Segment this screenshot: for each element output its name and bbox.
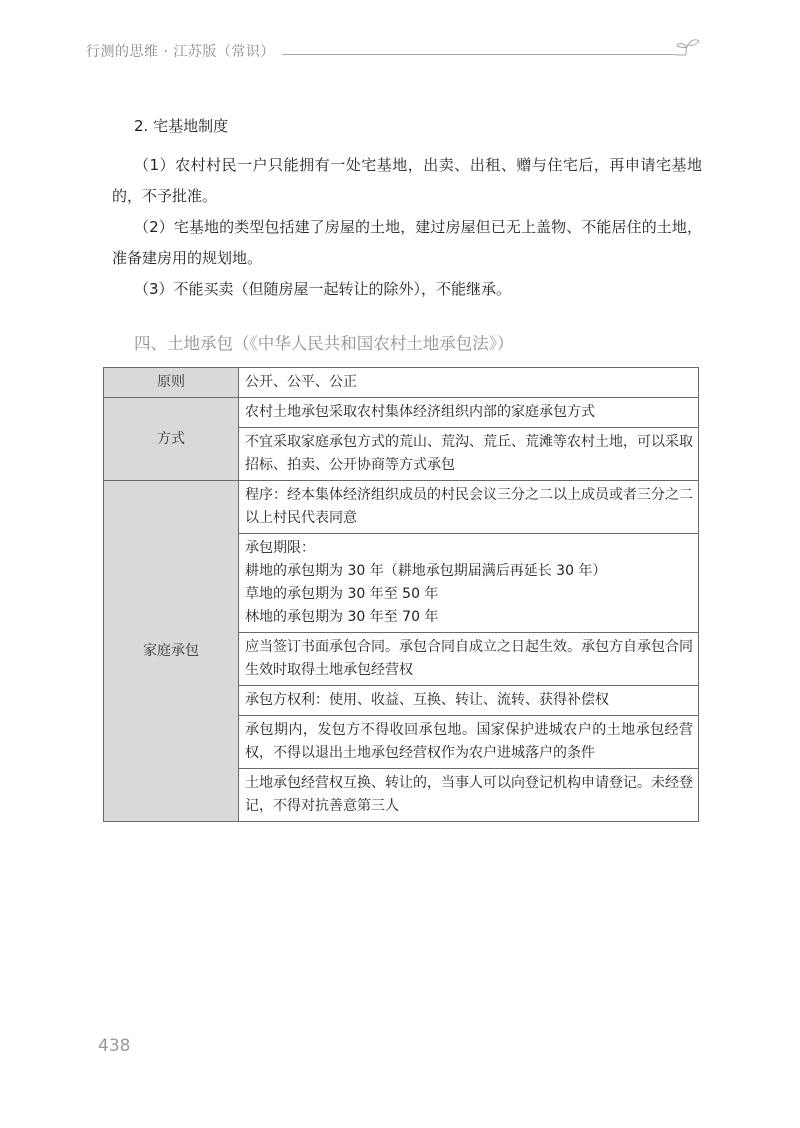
header-rule [282,54,676,55]
term-grassland: 草地的承包期为 30 年至 50 年 [245,586,439,602]
paragraph: （3）不能买卖（但随房屋一起转让的除外），不能继承。 [134,280,512,298]
row-label: 原则 [104,368,239,398]
section-heading: 四、土地承包（《中华人民共和国农村土地承包法》） [134,334,514,353]
table-cell: 应当签订书面承包合同。承包合同自成立之日起生效。承包方自承包合同生效时取得土地承包经营权 [239,633,699,686]
term-forest: 林地的承包期为 30 年至 70 年 [245,609,439,625]
table-cell: 承包方权利：使用、收益、互换、转让、流转、获得补偿权 [239,686,699,716]
paragraph: （2）宅基地的类型包括建了房屋的土地，建过房屋但已无上盖物、不能居住的土地，准备建房用的规划地。 [112,218,702,267]
running-header [86,38,706,64]
term-title: 承包期限： [245,540,315,556]
term-farmland: 耕地的承包期为 30 年（耕地承包期届满后再延长 30 年） [245,563,607,579]
table-cell: 程序：经本集体经济组织成员的村民会议三分之二以上成员或者三分之二以上村民代表同意 [239,481,699,534]
section-homestead [112,115,702,305]
table-cell: 土地承包经营权互换、转让的，当事人可以向登记机构申请登记。未经登记，不得对抗善意第三人 [239,769,699,822]
table-cell: 公开、公平、公正 [239,368,699,398]
land-contract-table [103,367,699,822]
table-row [104,398,699,428]
table-cell: 承包期内，发包方不得收回承包地。国家保护进城农户的土地承包经营权，不得以退出土地承包经营权作为农户进城落户的条件 [239,716,699,769]
section-title: 2. 宅基地制度 [134,117,229,135]
table-row [104,368,699,398]
header-title: 行测的思维 · 江苏版（常识） [86,44,275,60]
row-label: 方式 [104,398,239,481]
table-cell [239,534,699,633]
row-label: 家庭承包 [104,481,239,822]
sprout-icon [672,38,706,60]
table-row [104,481,699,534]
table-cell: 农村土地承包采取农村集体经济组织内部的家庭承包方式 [239,398,699,428]
table-cell: 不宜采取家庭承包方式的荒山、荒沟、荒丘、荒滩等农村土地，可以采取招标、拍卖、公开协商等方式承包 [239,428,699,481]
page-number: 438 [98,1036,131,1056]
paragraph: （1）农村村民一户只能拥有一处宅基地，出卖、出租、赠与住宅后，再申请宅基地的，不予批准。 [112,156,702,205]
